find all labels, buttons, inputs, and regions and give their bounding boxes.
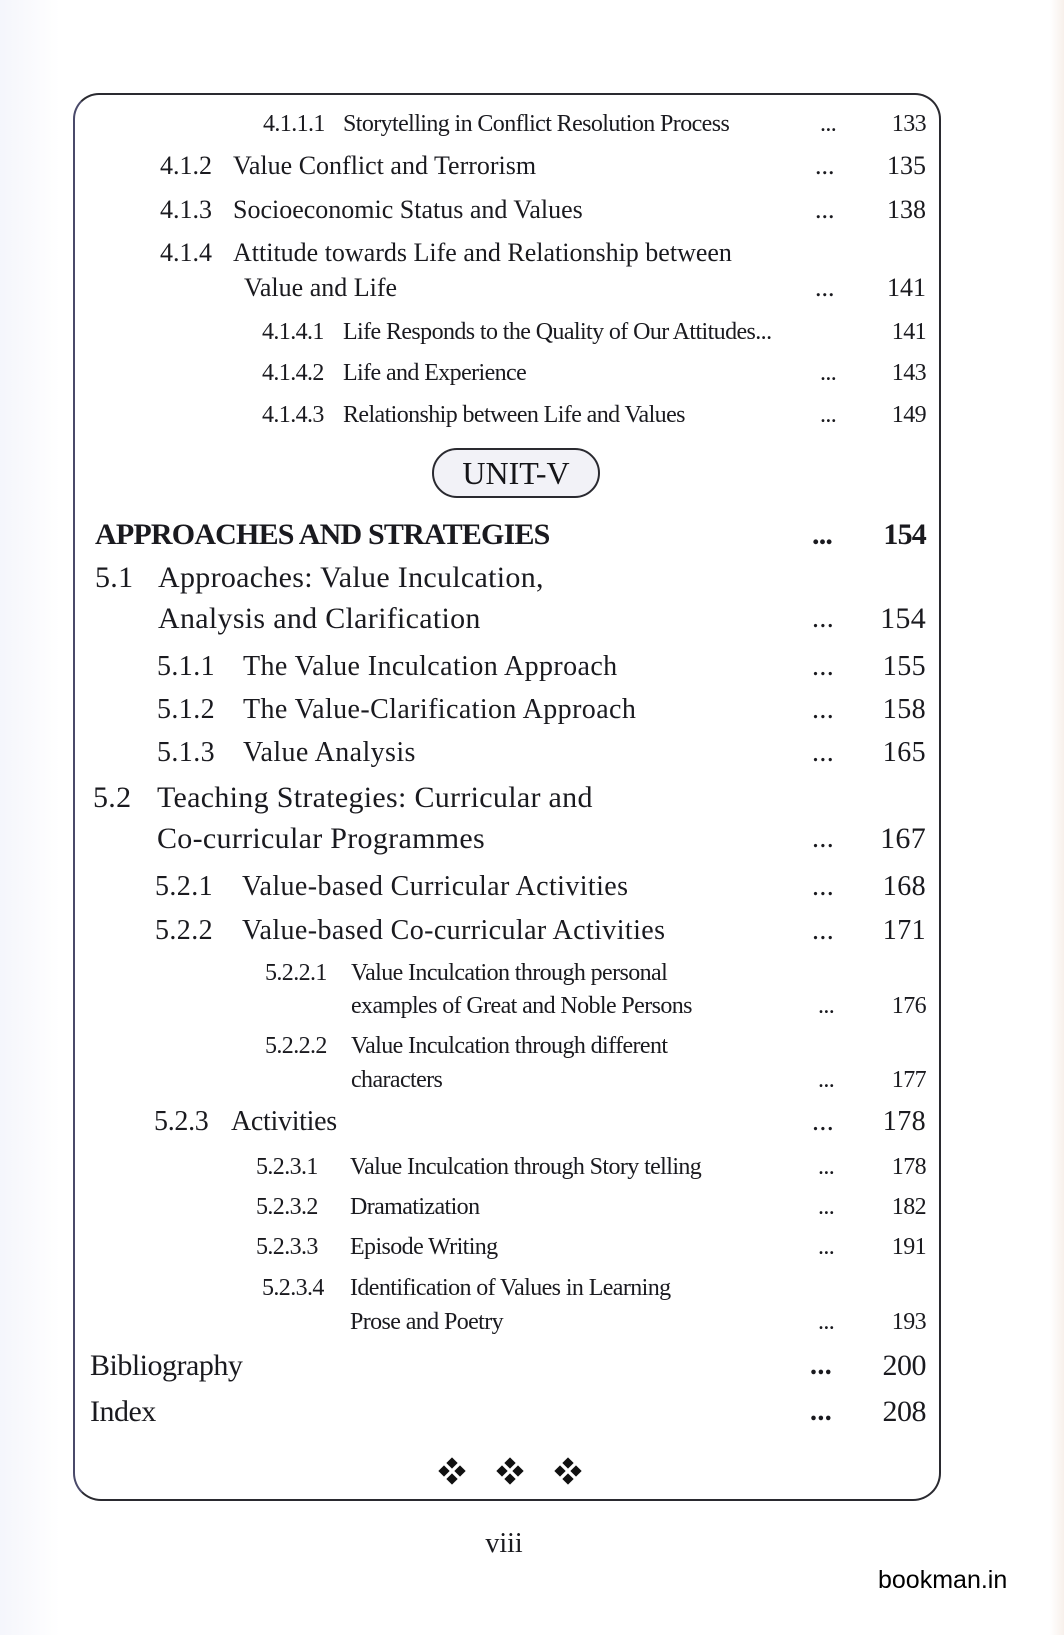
entry-number: 5.1.3 [157, 737, 215, 768]
entry-title: Episode Writing [350, 1234, 498, 1260]
entry-number: 5.2 [93, 781, 132, 814]
page-number: 193 [891, 1309, 926, 1335]
page-number: 168 [882, 871, 926, 902]
entry-number: 5.2.2.1 [265, 960, 327, 986]
entry-title: Index [90, 1395, 156, 1428]
entry-title-line1: Value Inculcation through personal [351, 960, 668, 986]
entry-title: Life Responds to the Quality of Our Attitudes... [343, 319, 772, 345]
leader-dots: ... [818, 1067, 835, 1093]
entry-number: 4.1.4.1 [262, 319, 324, 345]
page-edge-shadow-left [0, 0, 60, 1635]
diamond-cluster-icon [556, 1459, 580, 1483]
leader-dots: ... [812, 694, 835, 725]
unit-badge: UNIT-V [432, 448, 600, 498]
leader-dots: ... [815, 151, 835, 180]
leader-dots: ... [818, 1194, 835, 1220]
page-number: 141 [891, 319, 926, 345]
page-number: 167 [880, 822, 926, 855]
leader-dots: ... [810, 1396, 833, 1427]
page-number: 155 [882, 651, 926, 682]
entry-title-line2: Analysis and Clarification [158, 602, 481, 635]
entry-number: 4.1.4 [160, 238, 212, 267]
watermark: bookman.in [878, 1566, 1008, 1594]
entry-title: Value-based Co-curricular Activities [242, 915, 666, 946]
entry-title: Storytelling in Conflict Resolution Process [343, 111, 730, 137]
page-number: 208 [882, 1395, 926, 1428]
page-number: 138 [887, 195, 926, 224]
page-number: 154 [883, 518, 926, 551]
entry-title: Bibliography [90, 1349, 243, 1382]
leader-dots: ... [815, 273, 835, 302]
leader-dots: ... [812, 651, 835, 682]
leader-dots: ... [812, 603, 835, 634]
page-folio: viii [485, 1528, 523, 1559]
leader-dots: ... [818, 1234, 835, 1260]
leader-dots: ... [812, 737, 835, 768]
entry-title: Relationship between Life and Values [343, 402, 685, 428]
page-number: 149 [891, 402, 926, 428]
page-number: 154 [880, 602, 926, 635]
leader-dots: ... [820, 360, 837, 386]
page-number: 191 [891, 1234, 926, 1260]
entry-title: Life and Experience [343, 360, 527, 386]
entry-number: 4.1.1.1 [263, 111, 325, 137]
page-number: 182 [891, 1194, 926, 1220]
page-number: 158 [882, 694, 926, 725]
entry-number: 5.1.1 [157, 651, 215, 682]
entry-title-line2: characters [351, 1067, 443, 1093]
page-edge-shadow-right [1050, 0, 1064, 1635]
entry-number: 5.1.2 [157, 694, 215, 725]
entry-title-line1: Approaches: Value Inculcation, [158, 561, 544, 594]
diamond-cluster-icon [498, 1459, 522, 1483]
entry-title: Activities [231, 1106, 337, 1137]
entry-title: The Value Inculcation Approach [243, 651, 618, 682]
leader-dots: ... [812, 823, 835, 854]
entry-title: The Value-Clarification Approach [243, 694, 637, 725]
leader-dots: ... [818, 993, 835, 1019]
entry-number: 5.2.3.1 [256, 1154, 318, 1180]
entry-title-line1: Value Inculcation through different [351, 1033, 668, 1059]
entry-number: 5.2.3.2 [256, 1194, 318, 1220]
leader-dots: ... [818, 1154, 835, 1180]
page-number: 176 [891, 993, 926, 1019]
page-number: 171 [882, 915, 926, 946]
entry-title-line2: Co-curricular Programmes [157, 822, 485, 855]
entry-title-line1: Identification of Values in Learning [350, 1275, 671, 1301]
page-number: 133 [891, 111, 926, 137]
entry-number: 5.2.3 [154, 1106, 209, 1137]
leader-dots: ... [812, 915, 835, 946]
entry-number: 5.1 [95, 561, 134, 594]
entry-title-line1: Teaching Strategies: Curricular and [157, 781, 593, 814]
entry-title: Dramatization [350, 1194, 480, 1220]
leader-dots: ... [820, 111, 837, 137]
leader-dots: ... [812, 1106, 835, 1137]
page-number: 178 [882, 1106, 926, 1137]
page-number: 141 [887, 273, 926, 302]
leader-dots: ... [812, 871, 835, 902]
unit-heading-title: APPROACHES AND STRATEGIES [95, 518, 550, 551]
entry-title: Socioeconomic Status and Values [233, 195, 583, 224]
entry-number: 5.2.3.4 [262, 1275, 324, 1301]
entry-number: 4.1.2 [160, 151, 212, 180]
entry-number: 5.2.1 [155, 871, 213, 902]
leader-dots: ... [818, 1309, 835, 1335]
entry-title: Value Inculcation through Story telling [350, 1154, 702, 1180]
section-end-ornaments [440, 1458, 580, 1484]
entry-title: Value Conflict and Terrorism [233, 151, 537, 180]
leader-dots: ... [820, 402, 837, 428]
entry-title-line2: examples of Great and Noble Persons [351, 993, 692, 1019]
entry-number: 4.1.4.3 [262, 402, 324, 428]
leader-dots: ... [812, 518, 833, 551]
page-number: 135 [887, 151, 926, 180]
entry-title-line1: Attitude towards Life and Relationship between [233, 238, 732, 267]
entry-title: Value Analysis [243, 737, 416, 768]
entry-title: Value-based Curricular Activities [242, 871, 629, 902]
page-number: 165 [882, 737, 926, 768]
page-number: 178 [891, 1154, 926, 1180]
entry-number: 5.2.3.3 [256, 1234, 318, 1260]
page-number: 200 [882, 1349, 926, 1382]
diamond-cluster-icon [440, 1459, 464, 1483]
entry-number: 5.2.2 [155, 915, 213, 946]
page-number: 177 [891, 1067, 926, 1093]
entry-title-line2: Prose and Poetry [350, 1309, 504, 1335]
entry-title-line2: Value and Life [244, 273, 398, 302]
page-number: 143 [891, 360, 926, 386]
leader-dots: ... [810, 1350, 833, 1381]
entry-number: 5.2.2.2 [265, 1033, 327, 1059]
leader-dots: ... [815, 195, 835, 224]
entry-number: 4.1.4.2 [262, 360, 324, 386]
entry-number: 4.1.3 [160, 195, 212, 224]
